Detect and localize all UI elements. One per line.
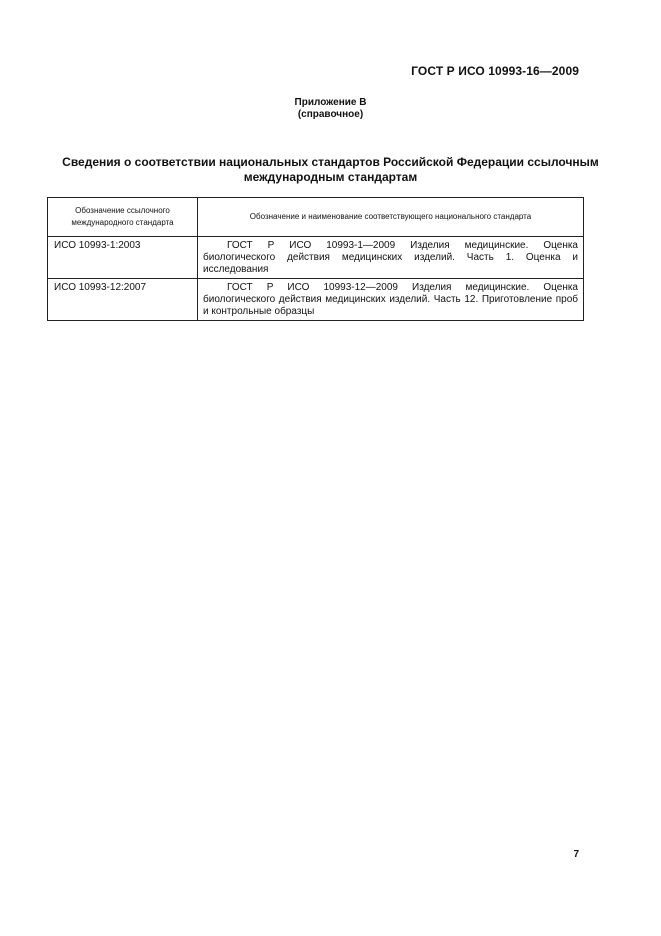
section-title-line-2: международным стандартам [243,170,418,184]
table-header-row [48,198,584,237]
international-standard-cell: ИСО 10993-12:2007 [48,279,198,321]
national-standard-text: ГОСТ Р ИСО 10993-1—2009 Изделия медицинские. Оценка биологического действия медицинских изделий. Часть 1. Оценка и исследования [203,240,578,275]
document-code-header: ГОСТ Р ИСО 10993-16—2009 [411,64,579,78]
page-number: 7 [573,849,579,860]
table-row [48,237,584,279]
annex-kind: (справочное) [297,109,364,120]
international-standard-cell: ИСО 10993-1:2003 [48,237,198,279]
column-header-national: Обозначение и наименование соответствующего национального стандарта [198,198,584,237]
column-header-international: Обозначение ссылочного международного стандарта [48,198,198,237]
section-title-line-1: Сведения о соответствии национальных стандартов Российской Федерации ссылочным [62,155,599,169]
annex-heading [0,97,661,121]
national-standard-cell [198,237,584,279]
annex-title: Приложение В [294,97,367,108]
national-standard-cell [198,279,584,321]
standards-correspondence-table [47,197,584,321]
national-standard-text: ГОСТ Р ИСО 10993-12—2009 Изделия медицинские. Оценка биологического действия медицинских изделий. Часть 12. Приготовление проб и контрольные образцы [203,282,578,317]
section-title [40,155,621,185]
table-row [48,279,584,321]
